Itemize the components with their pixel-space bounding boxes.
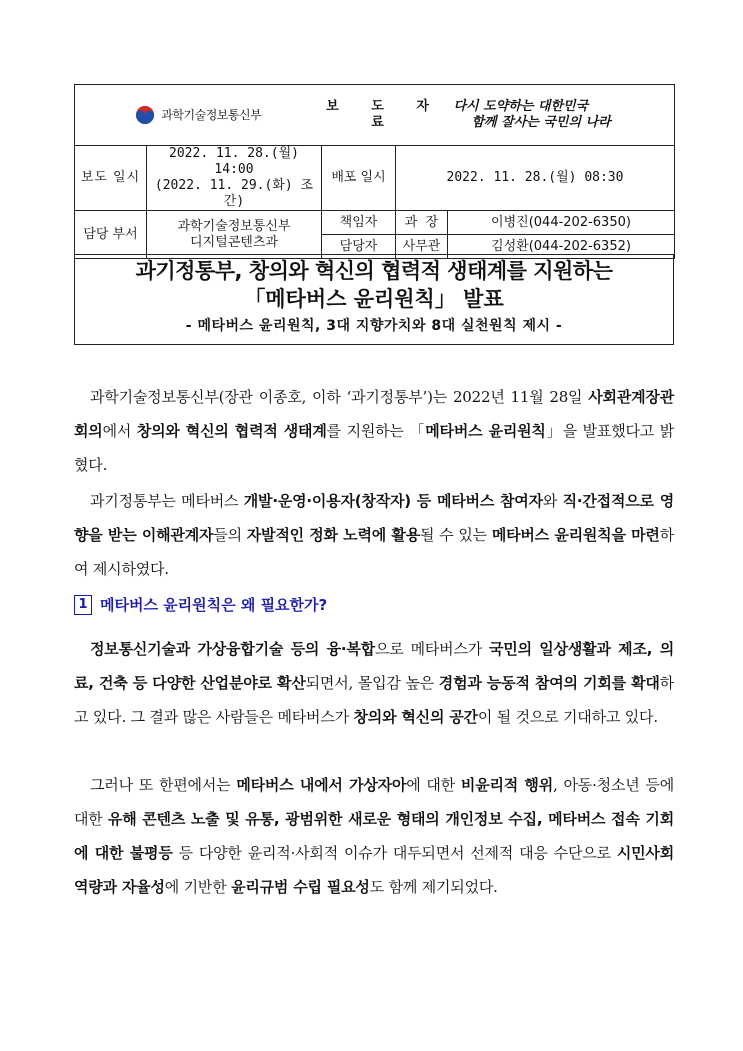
- paragraph-1: [74, 380, 674, 482]
- text-run: 에 기반한: [164, 878, 232, 896]
- slogan-line-1: 다시 도약하는 대한민국: [453, 99, 589, 114]
- text-run: 들의: [213, 526, 247, 544]
- headline-subtitle: - 메타버스 윤리원칙, 3대 지향가치와 8대 실천원칙 제시 -: [185, 318, 563, 334]
- paragraph-2: [74, 484, 674, 586]
- embargo-value-line-1: 2022. 11. 28.(월) 14:00: [169, 146, 299, 177]
- headline-box: [74, 254, 674, 345]
- bold-text-run: 메타버스 내에서 가상자아: [236, 776, 407, 794]
- dept-value: [147, 211, 322, 259]
- paragraph-4: [74, 768, 674, 904]
- dept-value-line-2: 디지털콘텐츠과: [190, 234, 278, 250]
- bold-text-run: 메타버스 윤리원칙을 마련: [491, 526, 660, 544]
- contact-title: 사무관: [396, 235, 448, 259]
- section-title: 메타버스 윤리원칙은 왜 필요한가?: [100, 596, 328, 614]
- bold-text-run: 윤리규범 수립 필요성: [231, 878, 370, 896]
- headline-line-2: 「메타버스 윤리원칙」 발표: [244, 287, 504, 311]
- bold-text-run: 사회관계장관회의: [74, 388, 674, 440]
- slogan: [448, 85, 675, 146]
- bold-text-run: 직·간접적으로 영향을 받는 이해관계자: [74, 492, 674, 544]
- paragraph-3: [74, 632, 674, 734]
- text-run: 될 수 있는: [419, 526, 492, 544]
- text-run: 에서: [102, 422, 137, 440]
- dept-value-line-1: 과학기술정보통신부: [177, 218, 291, 234]
- responsible-label: 책임자: [322, 211, 396, 235]
- bold-text-run: 경험과 능동적 참여의 기회를 확대: [438, 674, 660, 692]
- text-run: 를 지원하는 「: [326, 422, 426, 440]
- ministry-logo-cell: [75, 85, 322, 146]
- text-run: 과학기술정보통신부(장관 이종호, 이하 ‘과기정통부’)는 2022년 11월 28일: [90, 388, 589, 406]
- text-run: 도 함께 제기되었다.: [369, 878, 498, 896]
- headline-line-1: 과기정통부, 창의와 혁신의 협력적 생태계를 지원하는: [135, 259, 613, 283]
- text-run: 」을 발표했다고 밝혔다.: [74, 422, 674, 474]
- doc-type-title: 보 도 자 료: [322, 85, 448, 146]
- bold-text-run: 비윤리적 행위: [460, 776, 554, 794]
- bold-text-run: 메타버스 윤리원칙: [425, 422, 546, 440]
- embargo-value: [147, 146, 322, 211]
- section-heading: [74, 594, 327, 615]
- text-run: , 아동·청소년 등에 대한: [74, 776, 674, 828]
- bold-text-run: 정보통신기술과 가상융합기술 등의 융·복합: [90, 640, 376, 658]
- responsible-title: 과 장: [396, 211, 448, 235]
- contact-label: 담당자: [322, 235, 396, 259]
- slogan-line-2: 함께 잘사는 국민의 나라: [471, 115, 611, 130]
- distribute-value: 2022. 11. 28.(월) 08:30: [396, 146, 675, 211]
- bold-text-run: 시민사회 역량과 자율성: [74, 844, 674, 896]
- text-run: 으로 메타버스가: [375, 640, 489, 658]
- distribute-label: 배포 일시: [322, 146, 396, 211]
- embargo-value-line-2: (2022. 11. 29.(화) 조간): [154, 178, 314, 209]
- text-run: 그러나 또 한편에서는: [90, 776, 237, 794]
- text-run: 등 다양한 윤리적·사회적 이슈가 대두되면서 선제적 대응 수단으로: [172, 844, 617, 862]
- text-run: 하고 있다. 그 결과 많은 사람들은 메타버스가: [74, 674, 675, 726]
- bold-text-run: 자발적인 정화 노력에 활용: [246, 526, 420, 544]
- bold-text-run: 개발·운영·이용자(창작자) 등 메타버스 참여자: [243, 492, 543, 510]
- text-run: 되면서, 몰입감 높은: [305, 674, 439, 692]
- bold-text-run: 국민의 일상생활과 제조, 의료, 건축 등 다양한 산업분야로 확산: [74, 640, 674, 692]
- dept-label: 담당 부서: [75, 211, 147, 259]
- text-run: 과기정통부는 메타버스: [90, 492, 244, 510]
- text-run: 이 될 것으로 기대하고 있다.: [477, 708, 658, 726]
- bold-text-run: 유해 콘텐츠 노출 및 유통, 광범위한 새로운 형태의 개인정보 수집, 메타버스 접속 기회에 대한 불평등: [74, 810, 674, 862]
- text-run: 에 대한: [406, 776, 461, 794]
- text-run: 하여 제시하였다.: [74, 526, 674, 578]
- text-run: 와: [542, 492, 563, 510]
- contact-name: 김성환(044-202-6352): [448, 235, 675, 259]
- section-number: 1: [74, 595, 92, 615]
- responsible-name: 이병진(044-202-6350): [448, 211, 675, 235]
- ministry-name: 과학기술정보통신부: [161, 108, 262, 122]
- bold-text-run: 창의와 혁신의 공간: [353, 708, 478, 726]
- press-header-table: [74, 84, 675, 259]
- bold-text-run: 창의와 혁신의 협력적 생태계: [136, 422, 327, 440]
- government-emblem-icon: [135, 105, 155, 125]
- embargo-label: 보도 일시: [75, 146, 147, 211]
